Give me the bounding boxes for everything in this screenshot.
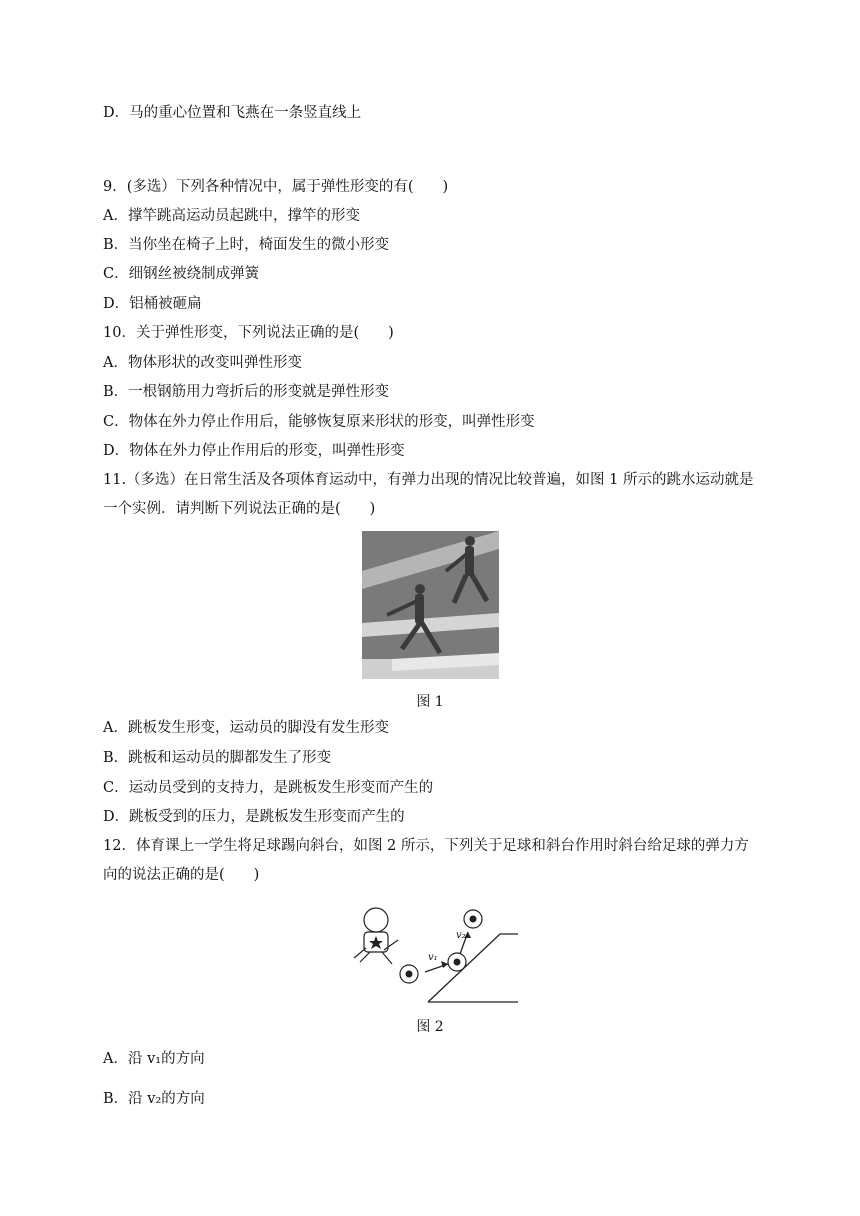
q11-option-b: B．跳板和运动员的脚都发生了形变 xyxy=(103,750,332,766)
diving-photo xyxy=(362,531,499,679)
q12-stem: 12．体育课上一学生将足球踢向斜台，如图 2 所示，下列关于足球和斜台作用时斜台给足球的弹力方向的说法正确的是( ) xyxy=(103,838,749,883)
kick-ramp-diagram xyxy=(340,900,520,1010)
q10-option-a: A．物体形状的改变叫弹性形变 xyxy=(103,355,302,371)
q11-stem: 11.（多选）在日常生活及各项体育运动中，有弹力出现的情况比较普遍，如图 1 所示的跳水运动就是一个实例．请判断下列说法正确的是( ) xyxy=(103,472,754,517)
q11-option-a: A．跳板发生形变，运动员的脚没有发生形变 xyxy=(103,720,389,736)
q12-option-a: A．沿 v₁的方向 xyxy=(103,1051,205,1067)
v1-label: v₁ xyxy=(428,952,438,963)
figure-1-caption: 图 1 xyxy=(416,694,444,710)
q9-option-c: C．细钢丝被绕制成弹簧 xyxy=(103,266,260,282)
v2-label: v₂ xyxy=(456,930,466,941)
figure-2-caption: 图 2 xyxy=(416,1019,444,1035)
q10-stem: 10．关于弹性形变，下列说法正确的是( ) xyxy=(103,325,394,341)
q10-option-c: C．物体在外力停止作用后，能够恢复原来形状的形变，叫弹性形变 xyxy=(103,414,535,430)
q11-option-c: C．运动员受到的支持力，是跳板发生形变而产生的 xyxy=(103,780,434,796)
q8-option-d: D．马的重心位置和飞燕在一条竖直线上 xyxy=(103,105,362,121)
q12-option-b: B．沿 v₂的方向 xyxy=(103,1091,205,1107)
q9-option-d: D．铝桶被砸扁 xyxy=(103,296,202,312)
q10-option-b: B．一根钢筋用力弯折后的形变就是弹性形变 xyxy=(103,384,390,400)
q11-option-d: D．跳板受到的压力，是跳板发生形变而产生的 xyxy=(103,809,405,825)
q9-stem: 9．(多选）下列各种情况中，属于弹性形变的有( ) xyxy=(103,179,449,195)
q9-option-b: B．当你坐在椅子上时，椅面发生的微小形变 xyxy=(103,237,390,253)
q10-option-d: D．物体在外力停止作用后的形变，叫弹性形变 xyxy=(103,443,405,459)
q9-option-a: A．撑竿跳高运动员起跳中，撑竿的形变 xyxy=(103,208,360,224)
